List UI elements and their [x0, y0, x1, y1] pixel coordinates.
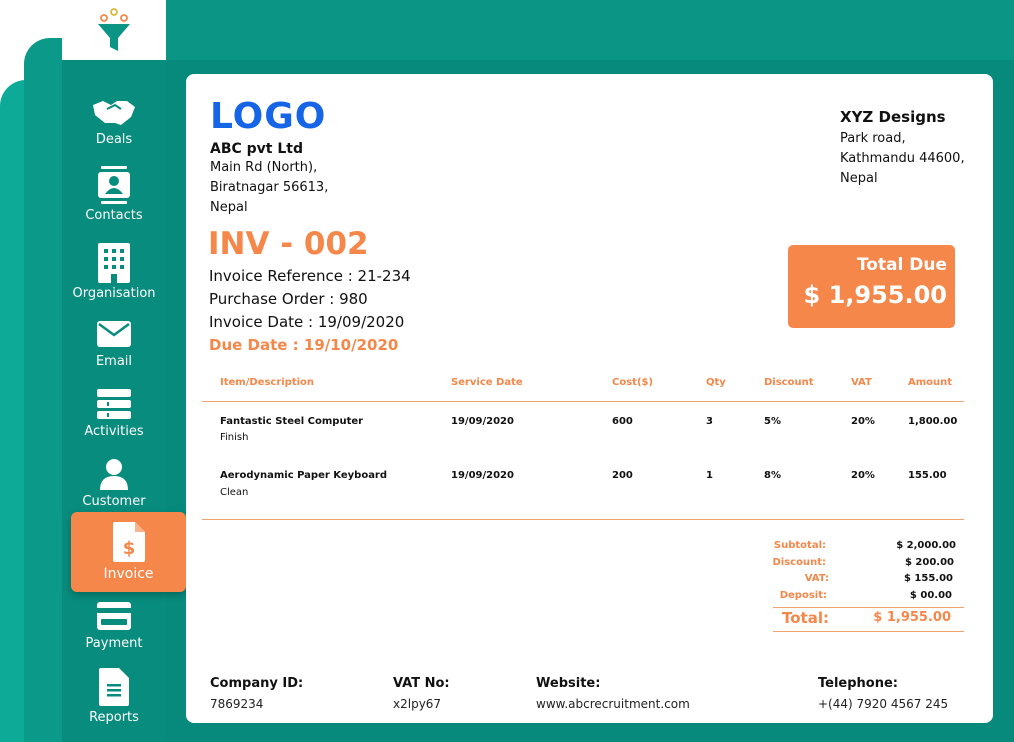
vat: 20% [851, 470, 875, 481]
grand-total-value: $ 1,955.00 [873, 610, 951, 625]
summary-divider [773, 607, 964, 608]
sidebar-item-payment[interactable] [62, 596, 166, 666]
company-logo: LOGO [210, 96, 327, 137]
table-header-divider [202, 401, 964, 402]
qty: 1 [706, 470, 713, 481]
building-icon [98, 243, 130, 283]
qty: 3 [706, 416, 713, 427]
amount: 1,800.00 [908, 416, 958, 427]
sender-name: ABC pvt Ltd [210, 141, 304, 157]
company-id-label: Company ID: [210, 676, 304, 691]
discount: 5% [764, 416, 781, 427]
vat-no-value: x2lpy67 [393, 697, 442, 711]
sidebar-item-label: Invoice [103, 566, 154, 582]
subtotal-label: Subtotal: [773, 540, 826, 551]
item-name: Fantastic Steel Computer [220, 416, 364, 427]
sidebar-item-label: Contacts [85, 208, 143, 223]
recipient-address [840, 129, 965, 189]
sidebar-item-invoice[interactable] [71, 512, 186, 592]
column-header-discount: Discount [764, 377, 814, 388]
sidebar-item-label: Payment [85, 636, 143, 651]
address-line: Main Rd (North), [210, 160, 318, 175]
telephone-value: +(44) 7920 4567 245 [818, 697, 949, 711]
total-due-label: Total Due [856, 255, 947, 275]
deposit-label: Deposit: [779, 590, 827, 601]
list-stack-icon [97, 389, 131, 419]
due-date: Due Date : 19/10/2020 [209, 336, 399, 354]
sidebar-item-label: Customer [82, 494, 146, 509]
sidebar-item-label: Organisation [72, 286, 156, 301]
invoice-card [186, 74, 993, 723]
sender-address [210, 158, 328, 218]
address-line: Kathmandu 44600, [840, 151, 965, 166]
discount: 8% [764, 470, 781, 481]
sidebar-item-label: Activities [84, 424, 144, 439]
subtotal-value: $ 2,000.00 [896, 540, 956, 551]
sidebar-item-reports[interactable] [62, 664, 166, 734]
telephone-label: Telephone: [818, 676, 898, 691]
column-header-cost: Cost($) [612, 377, 654, 388]
credit-card-icon [97, 602, 131, 630]
discount-label: Discount: [772, 557, 826, 568]
table-bottom-divider [202, 519, 964, 520]
invoice-reference: Invoice Reference : 21-234 [209, 267, 411, 285]
purchase-order: Purchase Order : 980 [209, 290, 368, 308]
sidebar-item-contacts[interactable] [62, 162, 166, 232]
app-logo[interactable] [62, 0, 166, 60]
service-date: 19/09/2020 [451, 470, 514, 481]
envelope-icon [97, 321, 131, 347]
invoice-number: INV - 002 [208, 226, 369, 262]
website-label: Website: [536, 676, 601, 691]
funnel-icon [96, 7, 132, 53]
column-header-vat: VAT [851, 377, 872, 388]
item-name: Aerodynamic Paper Keyboard [220, 470, 388, 481]
cost: 200 [612, 470, 633, 481]
contact-card-icon [98, 166, 130, 204]
grand-total-label: Total: [782, 609, 829, 627]
vat-label: VAT: [804, 573, 829, 584]
sidebar-item-deals[interactable] [62, 92, 166, 162]
invoice-dollar-icon [113, 522, 145, 562]
sidebar-item-label: Reports [89, 710, 139, 725]
column-header-amount: Amount [908, 377, 953, 388]
address-line: Park road, [840, 131, 906, 146]
column-header-item: Item/Description [220, 377, 315, 388]
sidebar-item-label: Deals [95, 132, 133, 147]
report-document-icon [99, 668, 129, 706]
user-icon [98, 458, 130, 490]
sidebar-item-organisation[interactable] [62, 240, 166, 310]
sidebar-item-label: Email [95, 354, 133, 369]
recipient-name: XYZ Designs [840, 108, 946, 126]
amount: 155.00 [908, 470, 947, 481]
item-description: Finish [220, 432, 249, 443]
column-header-service-date: Service Date [451, 377, 523, 388]
handshake-icon [91, 97, 137, 127]
discount-value: $ 200.00 [904, 557, 954, 568]
vat: 20% [851, 416, 875, 427]
column-header-qty: Qty [706, 377, 726, 388]
sidebar-item-activities[interactable] [62, 384, 166, 454]
cost: 600 [612, 416, 633, 427]
summary-bottom-divider [773, 631, 964, 632]
address-line: Nepal [840, 171, 878, 186]
service-date: 19/09/2020 [451, 416, 514, 427]
vat-no-label: VAT No: [393, 676, 450, 691]
total-due-box [788, 245, 955, 328]
address-line: Nepal [210, 200, 248, 215]
vat-value: $ 155.00 [903, 573, 953, 584]
company-id-value: 7869234 [210, 697, 264, 711]
invoice-date: Invoice Date : 19/09/2020 [209, 313, 405, 331]
deposit-value: $ 00.00 [909, 590, 952, 601]
item-description: Clean [220, 487, 249, 498]
address-line: Biratnagar 56613, [210, 180, 329, 195]
sidebar-item-email[interactable] [62, 314, 166, 384]
website-link[interactable]: www.abcrecruitment.com [536, 697, 690, 711]
total-due-value: $ 1,955.00 [803, 281, 947, 309]
svg-text:$: $ [122, 538, 135, 559]
